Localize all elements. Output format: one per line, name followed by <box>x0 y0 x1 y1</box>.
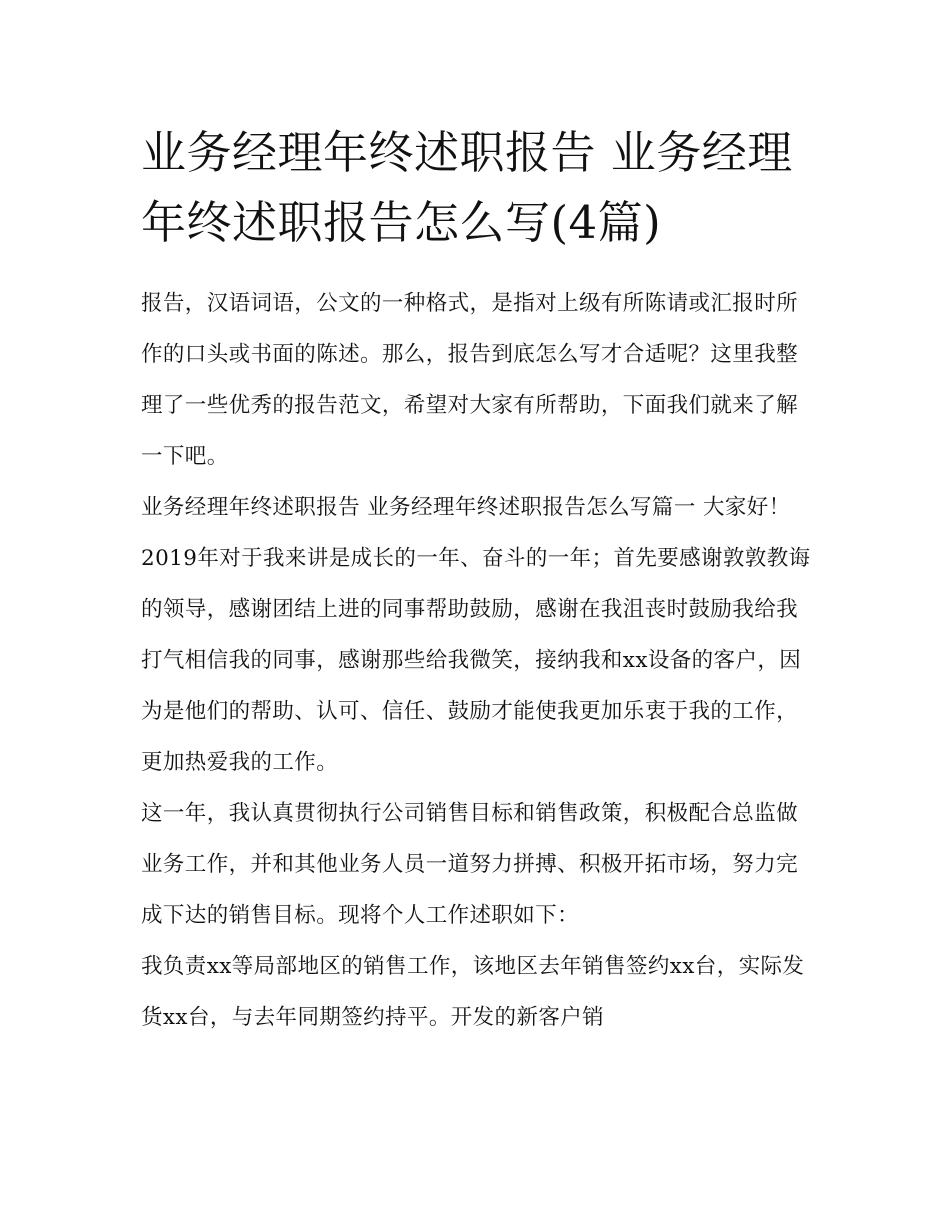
document-body <box>141 118 813 1043</box>
sales-region-paragraph: 我负责xx等局部地区的销售工作，该地区去年销售签约xx台，实际发货xx台，与去年同期签约持平。开发的新客户销 <box>141 954 805 1030</box>
paragraph-list <box>141 278 813 1043</box>
document-title: 业务经理年终述职报告 业务经理年终述职报告怎么写(4篇) <box>141 126 793 249</box>
work-summary-paragraph: 这一年，我认真贯彻执行公司销售目标和销售政策，积极配合总监做业务工作，并和其他业务人员一道努力拼搏、积极开拓市场，努力完成下达的销售目标。现将个人工作述职如下： <box>141 801 799 928</box>
intro-paragraph: 报告，汉语词语，公文的一种格式，是指对上级有所陈请或汇报时所作的口头或书面的陈述。那么，报告到底怎么写才合适呢？这里我整理了一些优秀的报告范文，希望对大家有所帮助，下面我们就来了解一下吧。 <box>141 291 799 469</box>
thanks-paragraph: 2019年对于我来讲是成长的一年、奋斗的一年；首先要感谢敦敦教诲的领导，感谢团结上进的同事帮助鼓励，感谢在我沮丧时鼓励我给我打气相信我的同事，感谢那些给我微笑，接纳我和xx设备的客户，因为是他们的帮助、认可、信任、鼓励才能使我更加乐衷于我的工作，更加热爱我的工作。 <box>141 546 811 775</box>
section-heading-paragraph: 业务经理年终述职报告 业务经理年终述职报告怎么写篇一 大家好！ <box>141 495 791 520</box>
